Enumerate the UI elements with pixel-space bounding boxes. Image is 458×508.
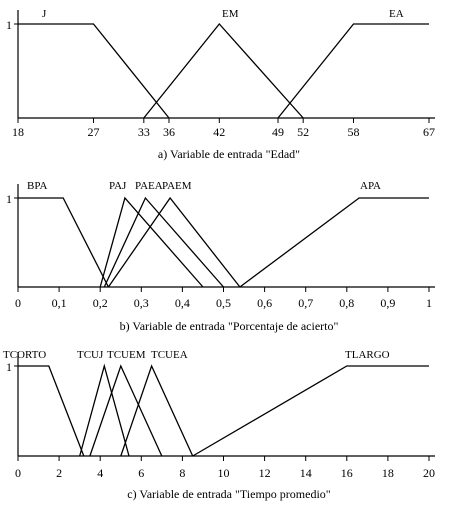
x-tick-label: 0,7 bbox=[298, 296, 314, 310]
x-tick-label: 0,8 bbox=[339, 296, 355, 310]
x-tick-label: 0,6 bbox=[257, 296, 273, 310]
x-tick-label: 33 bbox=[137, 125, 150, 139]
x-tick-label: 18 bbox=[12, 125, 24, 139]
chart-3 bbox=[3, 349, 435, 501]
x-tick-label: 20 bbox=[423, 466, 435, 480]
x-tick-label: 0 bbox=[15, 296, 21, 310]
series-label-tlargo: TLARGO bbox=[345, 349, 390, 361]
series-label-tcuea: TCUEA bbox=[151, 349, 188, 361]
x-tick-label: 8 bbox=[179, 466, 186, 480]
x-tick-label: 49 bbox=[272, 125, 285, 139]
x-tick-label: 14 bbox=[299, 466, 312, 480]
series-tlargo bbox=[193, 366, 429, 456]
x-tick-label: 52 bbox=[297, 125, 310, 139]
series-apa bbox=[240, 198, 429, 287]
series-label-paem: PAEM bbox=[162, 180, 192, 192]
series-label-em: EM bbox=[222, 8, 239, 20]
x-tick-label: 2 bbox=[56, 466, 63, 480]
x-tick-label: 0,1 bbox=[51, 296, 67, 310]
x-tick-label: 0 bbox=[15, 466, 21, 480]
chart-2 bbox=[6, 180, 435, 333]
x-tick-label: 36 bbox=[162, 125, 175, 139]
x-tick-label: 0,9 bbox=[380, 296, 396, 310]
y-marker-label: 1 bbox=[6, 192, 12, 206]
x-tick-label: 12 bbox=[258, 466, 271, 480]
chart-1 bbox=[6, 8, 435, 161]
chart-caption: a) Variable de entrada "Edad" bbox=[157, 147, 301, 161]
x-tick-label: 58 bbox=[347, 125, 360, 139]
y-marker-label: 1 bbox=[6, 360, 12, 374]
series-label-bpa: BPA bbox=[27, 180, 48, 192]
series-label-ea: EA bbox=[389, 8, 404, 20]
chart-caption: c) Variable de entrada "Tiempo promedio" bbox=[127, 487, 331, 501]
x-tick-label: 0,4 bbox=[174, 296, 190, 310]
series-tcuea bbox=[121, 366, 193, 456]
x-tick-label: 0,2 bbox=[92, 296, 108, 310]
x-tick-label: 1 bbox=[426, 296, 432, 310]
series-paj bbox=[100, 198, 203, 287]
series-paem bbox=[108, 198, 240, 287]
series-label-apa: APA bbox=[360, 180, 381, 192]
series-tcuj bbox=[80, 366, 129, 456]
x-tick-label: 10 bbox=[217, 466, 230, 480]
x-tick-label: 18 bbox=[381, 466, 394, 480]
x-tick-label: 0,5 bbox=[216, 296, 231, 310]
series-label-tcorto: TCORTO bbox=[3, 349, 47, 361]
series-ea bbox=[278, 24, 429, 118]
series-label-paea: PAEA bbox=[135, 180, 163, 192]
series-bpa bbox=[18, 198, 108, 287]
x-tick-label: 6 bbox=[138, 466, 145, 480]
x-tick-label: 42 bbox=[213, 125, 226, 139]
series-label-paj: PAJ bbox=[109, 180, 127, 192]
x-tick-label: 16 bbox=[340, 466, 353, 480]
series-label-tcuem: TCUEM bbox=[107, 349, 146, 361]
series-tcorto bbox=[18, 366, 84, 456]
chart-caption: b) Variable de entrada "Porcentaje de acierto" bbox=[119, 319, 339, 333]
y-marker-label: 1 bbox=[6, 18, 12, 32]
x-tick-label: 67 bbox=[423, 125, 435, 139]
series-j bbox=[18, 24, 169, 118]
series-label-tcuj: TCUJ bbox=[77, 349, 104, 361]
series-label-j: J bbox=[42, 8, 47, 20]
x-tick-label: 0,3 bbox=[133, 296, 149, 310]
x-tick-label: 27 bbox=[87, 125, 100, 139]
series-em bbox=[144, 24, 303, 118]
x-tick-label: 4 bbox=[97, 466, 104, 480]
